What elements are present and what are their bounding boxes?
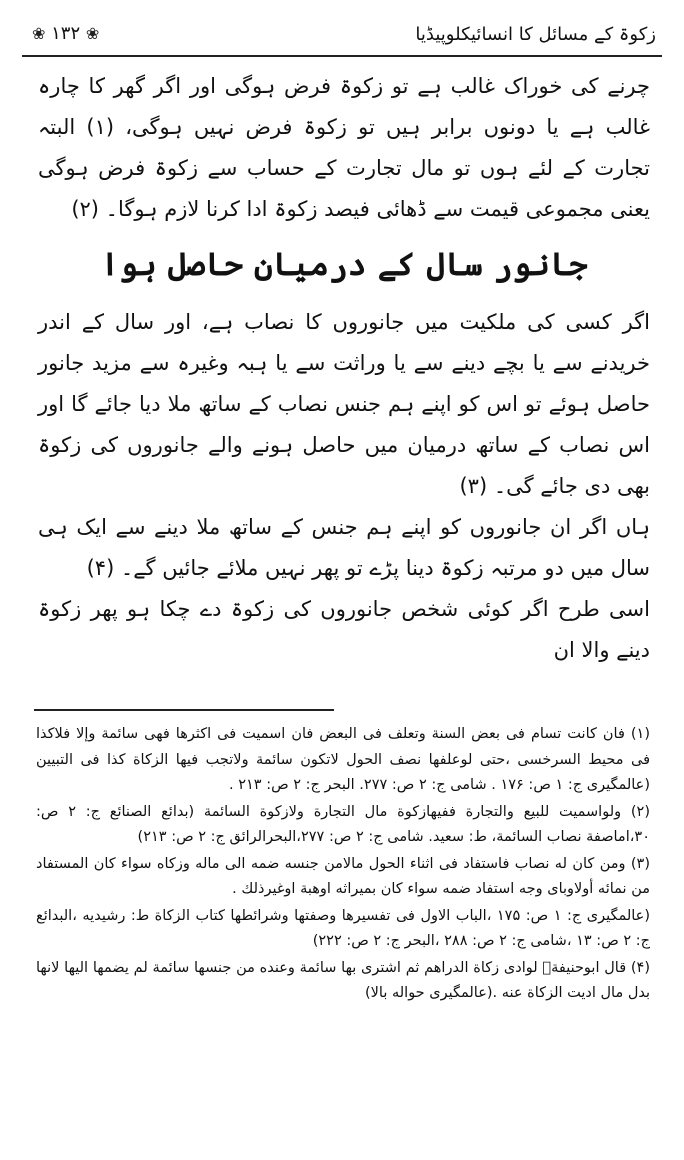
page-number: ۱۳۲ [51, 23, 81, 44]
section-heading: جانور سال کے درمیان حاصل ہوا [100, 245, 588, 283]
footnote-rule [34, 709, 334, 711]
footnote-3-text: (۳) ومن كان له نصاب فاستفاد فى اثناء الحول مالامن جنسه ضمه الى ماله وزكاه سواء كان المستفاد من نمائه أولاوباى وجه استفاد ضمه سواء كان بميراثه اوهبة اوغيرذلك . [36, 855, 650, 897]
footnote-2: (۲) ولواسميت للبيع والتجارة ففيهازكوة مال التجارة ولازكوة السائمة (بدائع الصنائع ج: ۲ ص: ۳۰،اماصفة نصاب السائمة، ط: سعيد. شامی ج: ۲ ص: ۲۷۷،البحرالرائق ج: ۲ ص: ۲۱۳) [36, 803, 651, 845]
running-title: زکوۃ کے مسائل کا انسائیکلوپیڈیا [415, 24, 656, 45]
paragraph-2: اگر کسی کی ملکیت میں جانوروں کا نصاب ہے، اور سال کے اندر خریدنے سے یا بچے دینے سے یا وراثت سے یا ہبہ وغیرہ سے مزید جانور حاصل ہوئے تو اس کو اپنے ہم جنس نصاب کے ساتھ ملا دیا جائے گا اور اس نصاب کے ساتھ درمیان میں حاصل ہونے والے جانوروں کی زکوۃ بھی دی جائے گی۔ (۳) [38, 310, 650, 498]
paragraph-3: ہاں اگر ان جانوروں کو اپنے ہم جنس کے ساتھ ملا دینے سے ایک ہی سال میں دو مرتبہ زکوۃ دینا پڑے تو پھر نہیں ملائے جائیں گے۔ (۴) [38, 515, 650, 580]
page-header [22, 22, 662, 50]
paragraph-4: اسی طرح اگر کوئی شخص جانوروں کی زکوۃ دے چکا ہو پھر زکوۃ دینے والا ان [38, 597, 650, 662]
footnote-3-reference: (عالمگیری ج: ۱ ص: ۱۷۵ ،الباب الاول فى تفسيرها وصفتها وشرائطها كتاب الزكاة ط: رشیدیه ،البدائع ج: ۲ ص: ۱۳ ،شامی ج: ۲ ص: ۲۸۸ ،البحر ج: ۲ ص: ۲۲۲) [36, 907, 650, 949]
header-rule [22, 55, 662, 57]
ornament-left-icon: ❀ [85, 24, 100, 43]
footnote-1: (۱) فان كانت تسام فى بعض السنة وتعلف فى البعض فان اسميت فى اكثرها فهى سائمة وإلا فلاكذا فى محيط السرخسى ،حتى لوعلفها نصف الحول لاتكون سائمة ولاتجب فيها الزكاة كذا فى التبيين (عالمگیری ج: ۱ ص: ۱۷۶ . شامی ج: ۲ ص: ۲۷۷. البحر ج: ۲ ص: ۲۱۳ . [36, 726, 650, 793]
footnotes [36, 722, 650, 1008]
main-text [38, 66, 650, 671]
footnote-4: (۴) قال ابوحنيفةؒ لوادى زكاة الدراهم ثم اشترى بها سائمة وعنده من جنسها سائمة لم يضمها اليها لانها بدل مال اديت الزكاة عنه .(عالمگیری حواله بالا) [36, 959, 650, 1001]
ornament-right-icon: ❀ [32, 24, 46, 43]
page-number-block [32, 23, 99, 44]
paragraph-1: چرنے کی خوراک غالب ہے تو زکوۃ فرض ہوگی اور اگر گھر کا چارہ غالب ہے یا دونوں برابر ہیں تو زکوۃ فرض نہیں ہوگی، (۱) البتہ تجارت کے لئے ہوں تو مال تجارت کے حساب سے زکوۃ فرض ہوگی یعنی مجموعی قیمت سے ڈھائی فیصد زکوۃ ادا کرنا لازم ہوگا۔ (۲) [38, 74, 650, 221]
